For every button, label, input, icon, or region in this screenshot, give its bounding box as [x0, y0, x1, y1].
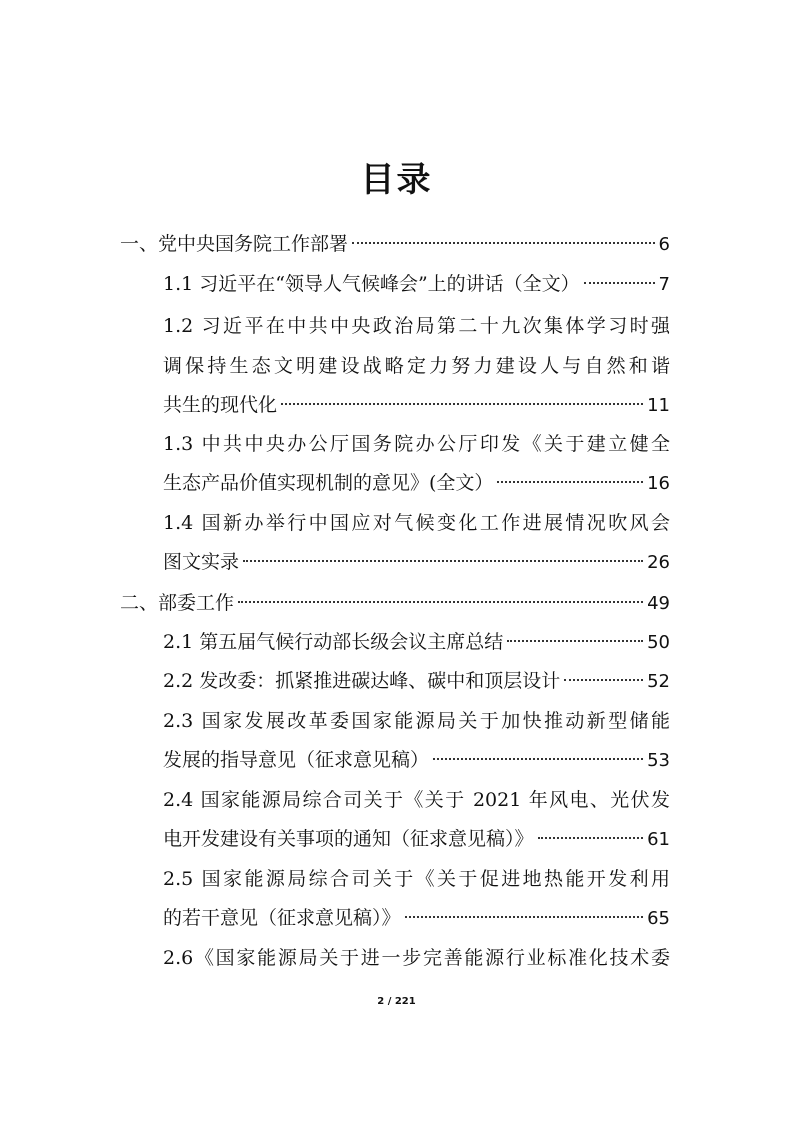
- toc-entry-label: 2.6《国家能源局关于进一步完善能源行业标准化技术委: [163, 947, 670, 969]
- toc-leader-dots: [507, 639, 643, 642]
- toc-entry-label: 2.2 发改委：抓紧推进碳达峰、碳中和顶层设计: [163, 670, 561, 692]
- toc-entry-1-4-line-1[interactable]: [163, 503, 670, 543]
- toc-entry-1-1[interactable]: [163, 264, 670, 304]
- toc-page-number: 52: [647, 671, 670, 692]
- toc-page-number: 49: [647, 593, 670, 614]
- toc-entry-2[interactable]: [120, 583, 670, 623]
- toc-entry-label: 电开发建设有关事项的通知（征求意见稿）》: [163, 828, 534, 850]
- toc-entry-1[interactable]: [120, 224, 670, 264]
- toc-page-number: 53: [647, 750, 670, 771]
- toc-page-number: 11: [647, 395, 670, 416]
- toc-entry-label: 共生的现代化: [163, 394, 278, 416]
- toc-leader-dots: [433, 757, 643, 760]
- toc-entry-1-3-line-1[interactable]: [163, 424, 670, 464]
- toc-entry-label: 2.4 国家能源局综合司关于《关于 2021 年风电、光伏发: [163, 789, 670, 811]
- toc-page-number: 61: [647, 829, 670, 850]
- toc-entry-label: 2.1 第五届气候行动部长级会议主席总结: [163, 631, 504, 653]
- toc-leader-dots: [564, 678, 643, 681]
- toc-leader-dots: [497, 480, 643, 483]
- toc-entry-label: 二、部委工作: [120, 592, 235, 614]
- toc-leader-dots: [584, 281, 655, 284]
- toc-entry-label: 1.2 习近平在中共中央政治局第二十九次集体学习时强: [163, 315, 670, 337]
- toc-entry-label: 发展的指导意见（征求意见稿）: [163, 749, 430, 771]
- toc-entry-2-6-line-1[interactable]: [163, 938, 670, 978]
- toc-leader-dots: [405, 915, 644, 918]
- toc-entry-2-5-line-1[interactable]: [163, 859, 670, 899]
- toc-entry-label: 一、党中央国务院工作部署: [120, 233, 349, 255]
- toc-entry-1-2-line-3[interactable]: [163, 385, 670, 425]
- toc-entry-2-4-line-1[interactable]: [163, 780, 670, 820]
- toc-entry-2-5-line-2[interactable]: [163, 898, 670, 938]
- toc-leader-dots: [352, 241, 655, 244]
- toc-leader-dots: [238, 600, 643, 603]
- toc-entry-label: 图文实录: [163, 551, 240, 573]
- toc-entry-1-2-line-1[interactable]: [163, 306, 670, 346]
- toc-entry-1-2-line-2[interactable]: [163, 346, 670, 386]
- page-title: 目录: [360, 160, 433, 200]
- toc-page-number: 50: [647, 632, 670, 653]
- toc-entry-label: 1.1 习近平在“领导人气候峰会”上的讲话（全文）: [163, 273, 580, 295]
- toc-entry-2-3-line-2[interactable]: [163, 740, 670, 780]
- toc-entry-1-3-line-2[interactable]: [163, 463, 670, 503]
- toc-page-number: 6: [658, 234, 670, 255]
- toc-entry-2-1[interactable]: [163, 622, 670, 662]
- toc-leader-dots: [281, 402, 643, 405]
- toc-entry-label: 2.3 国家发展改革委国家能源局关于加快推动新型储能: [163, 710, 670, 732]
- toc-entry-label: 调保持生态文明建设战略定力努力建设人与自然和谐: [163, 355, 670, 377]
- toc-entry-label: 的若干意见（征求意见稿）》: [163, 907, 401, 929]
- toc-entry-label: 1.4 国新办举行中国应对气候变化工作进展情况吹风会: [163, 512, 670, 534]
- toc-entry-2-2[interactable]: [163, 661, 670, 701]
- toc-page-number: 65: [647, 908, 670, 929]
- toc-entry-label: 2.5 国家能源局综合司关于《关于促进地热能开发利用: [163, 868, 670, 890]
- page-footer: 2 / 221: [377, 996, 416, 1007]
- toc-page-number: 16: [647, 473, 670, 494]
- toc-entry-2-4-line-2[interactable]: [163, 819, 670, 859]
- toc-entry-label: 1.3 中共中央办公厅国务院办公厅印发《关于建立健全: [163, 433, 670, 455]
- toc-leader-dots: [243, 559, 643, 562]
- toc-page-number: 7: [658, 274, 670, 295]
- toc-entry-label: 生态产品价值实现机制的意见》(全文）: [163, 472, 494, 494]
- toc-page-number: 26: [647, 552, 670, 573]
- toc-leader-dots: [538, 836, 644, 839]
- toc-entry-1-4-line-2[interactable]: [163, 542, 670, 582]
- toc-entry-2-3-line-1[interactable]: [163, 701, 670, 741]
